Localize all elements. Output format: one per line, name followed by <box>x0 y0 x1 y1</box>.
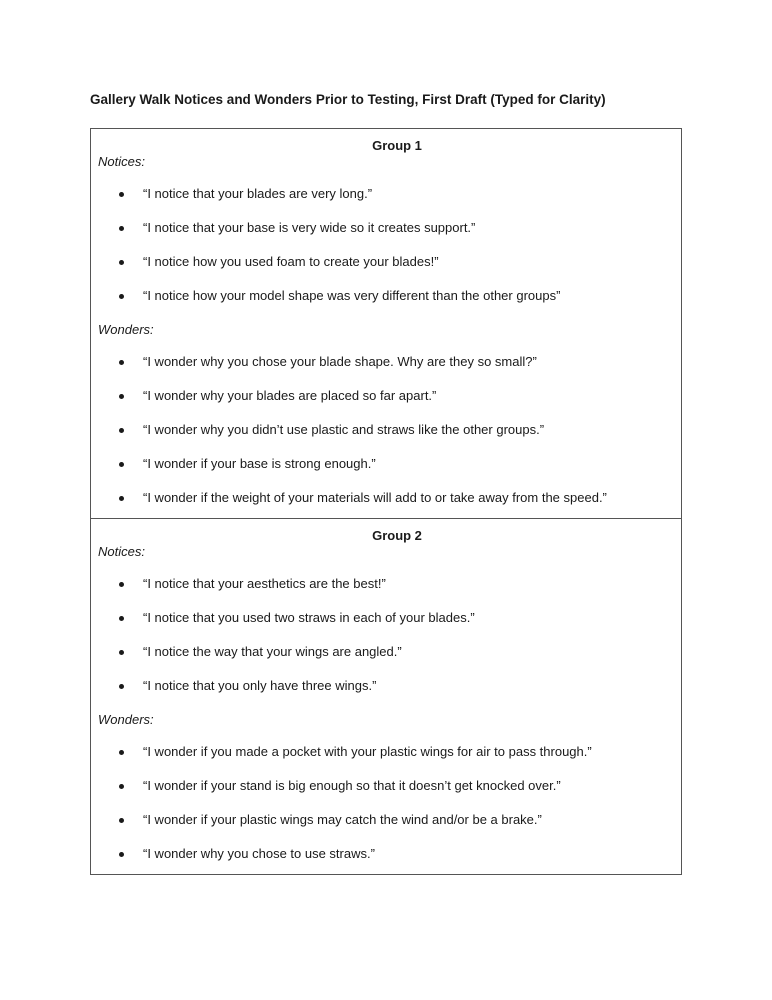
document-title: Gallery Walk Notices and Wonders Prior to Testing, First Draft (Typed for Clarity) <box>90 92 606 107</box>
list-item: “I notice that your aesthetics are the best!” <box>91 576 681 592</box>
group-1-cell <box>91 129 681 518</box>
list-item: “I notice that your blades are very long.” <box>91 186 681 202</box>
list-item: “I notice that you used two straws in each of your blades.” <box>91 610 681 626</box>
group-1-wonders-list <box>91 354 681 506</box>
group-2-wonders-list <box>91 744 681 862</box>
list-item: “I wonder if your stand is big enough so that it doesn’t get knocked over.” <box>91 778 681 794</box>
list-item: “I wonder if your base is strong enough.” <box>91 456 681 472</box>
group-2-wonders <box>91 712 681 862</box>
group-1-wonders <box>91 322 681 506</box>
group-1-notices-list <box>91 186 681 304</box>
list-item: “I notice the way that your wings are angled.” <box>91 644 681 660</box>
list-item: “I wonder why you chose your blade shape. Why are they so small?” <box>91 354 681 370</box>
group-1-wonders-label: Wonders: <box>98 322 154 337</box>
group-1-notices-label: Notices: <box>98 154 145 169</box>
group-2-notices-label: Notices: <box>98 544 145 559</box>
group-2-wonders-label: Wonders: <box>98 712 154 727</box>
list-item: “I wonder why you chose to use straws.” <box>91 846 681 862</box>
list-item: “I wonder if your plastic wings may catch the wind and/or be a brake.” <box>91 812 681 828</box>
group-1-title: Group 1 <box>372 138 422 153</box>
group-2-notices <box>91 544 681 694</box>
list-item: “I notice that you only have three wings.” <box>91 678 681 694</box>
list-item: “I notice how your model shape was very different than the other groups” <box>91 288 681 304</box>
list-item: “I wonder why your blades are placed so far apart.” <box>91 388 681 404</box>
list-item: “I notice how you used foam to create your blades!” <box>91 254 681 270</box>
group-2-cell <box>91 518 681 874</box>
group-2-title: Group 2 <box>372 528 422 543</box>
notices-wonders-table <box>90 128 682 875</box>
list-item: “I wonder if you made a pocket with your plastic wings for air to pass through.” <box>91 744 681 760</box>
group-2-notices-list <box>91 576 681 694</box>
group-1-notices <box>91 154 681 304</box>
list-item: “I notice that your base is very wide so it creates support.” <box>91 220 681 236</box>
list-item: “I wonder if the weight of your materials will add to or take away from the speed.” <box>91 490 681 506</box>
list-item: “I wonder why you didn’t use plastic and straws like the other groups.” <box>91 422 681 438</box>
